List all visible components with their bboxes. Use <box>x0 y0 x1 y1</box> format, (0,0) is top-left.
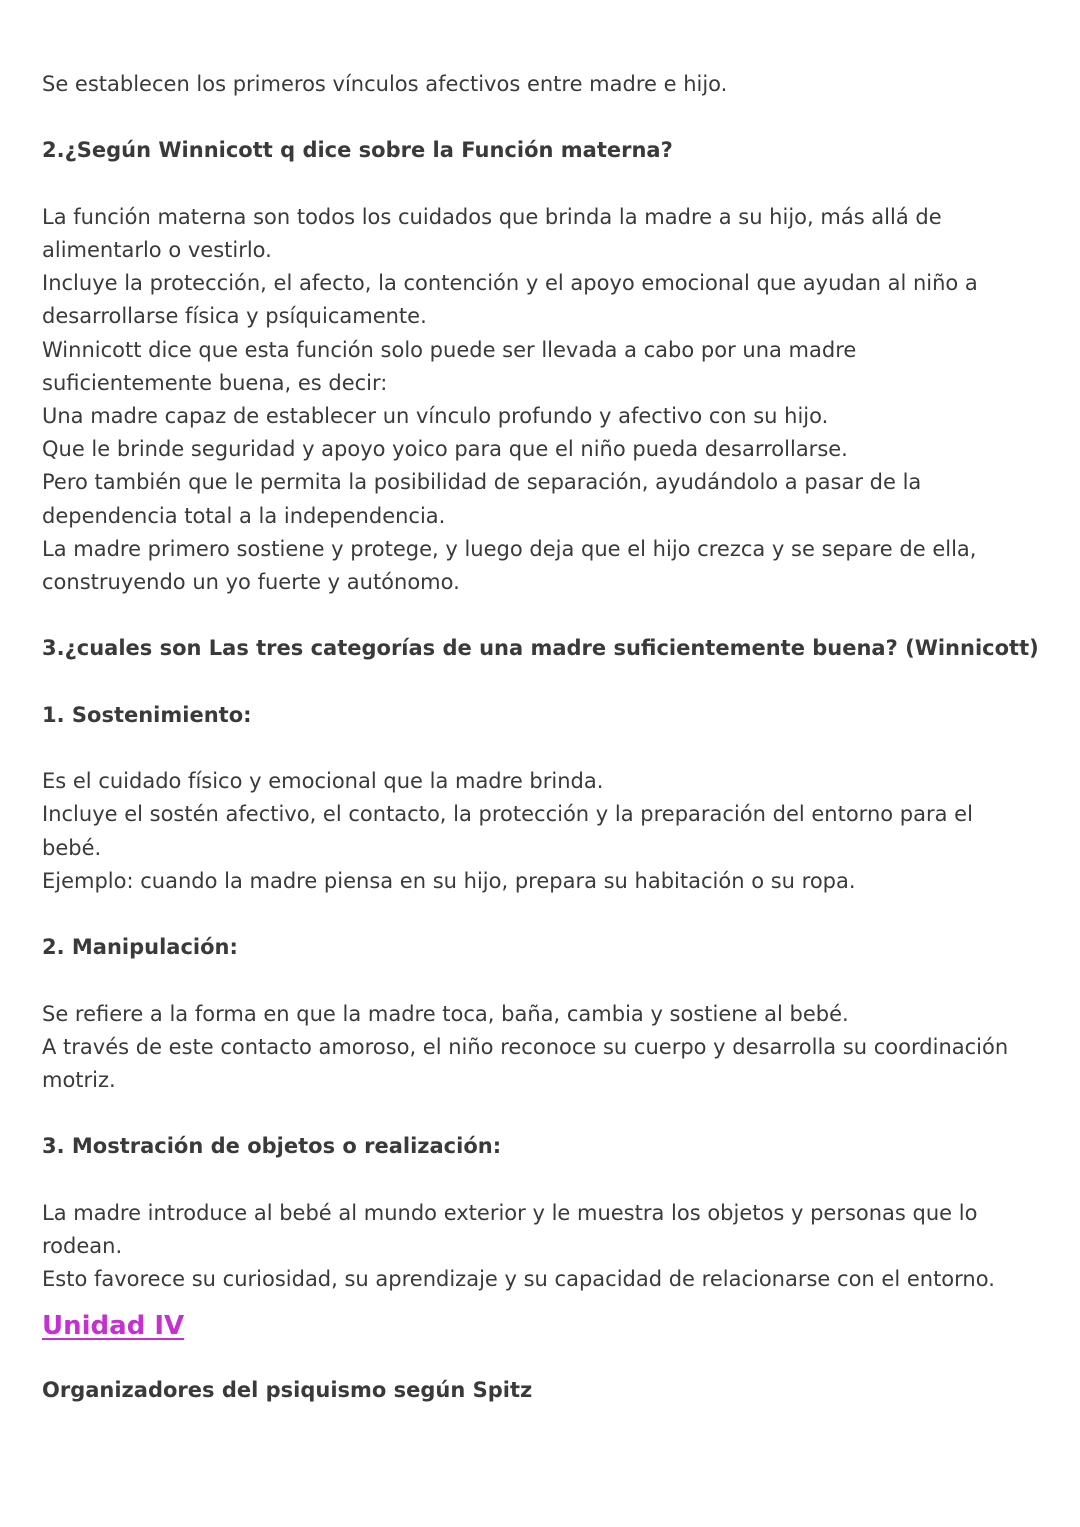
text-line: Winnicott dice que esta función solo puede ser llevada a cabo por una madre <box>42 337 857 362</box>
category-1-body <box>42 765 1042 898</box>
text-line: motriz. <box>42 1067 116 1092</box>
spacer <box>42 168 1042 201</box>
text-line: La función materna son todos los cuidados que brinda la madre a su hijo, más allá de <box>42 204 942 229</box>
text-line: Ejemplo: cuando la madre piensa en su hijo, prepara su habitación o su ropa. <box>42 868 856 893</box>
question-3-title: 3.¿cuales son Las tres categorías de una madre suficientemente buena? (Winnicott) <box>42 636 1039 661</box>
text-line: rodean. <box>42 1233 123 1258</box>
spacer <box>42 1164 1042 1197</box>
intro-line: Se establecen los primeros vínculos afectivos entre madre e hijo. <box>42 72 728 96</box>
text-line: Incluye la protección, el afecto, la contención y el apoyo emocional que ayudan al niño a <box>42 271 978 296</box>
category-3-title: 3. Mostración de objetos o realización: <box>42 1134 502 1159</box>
category-2-body <box>42 998 1042 1098</box>
spacer <box>42 1097 1042 1130</box>
category-2-title: 2. Manipulación: <box>42 935 238 960</box>
text-line: Una madre capaz de establecer un vínculo profundo y afectivo con su hijo. <box>42 404 829 428</box>
text-line: La madre introduce al bebé al mundo exterior y le muestra los objetos y personas que lo <box>42 1200 978 1225</box>
spacer <box>42 732 1042 765</box>
question-2-title: 2.¿Según Winnicott q dice sobre la Función materna? <box>42 138 673 163</box>
spacer <box>42 964 1042 997</box>
spacer <box>42 599 1042 632</box>
text-line: La madre primero sostiene y protege, y luego deja que el hijo crezca y se separe de ella, <box>42 536 977 561</box>
spacer <box>42 898 1042 931</box>
text-line: Se refiere a la forma en que la madre toca, baña, cambia y sostiene al bebé. <box>42 1001 849 1026</box>
category-1-title: 1. Sostenimiento: <box>42 702 252 727</box>
text-line: dependencia total a la independencia. <box>42 503 446 528</box>
text-line: desarrollarse física y psíquicamente. <box>42 304 427 329</box>
section-subtitle: Organizadores del psiquismo según Spitz <box>42 1378 533 1403</box>
spacer <box>42 1346 1042 1374</box>
unit-heading-link[interactable]: Unidad IV <box>42 1311 185 1342</box>
text-line: bebé. <box>42 835 102 860</box>
spacer <box>42 666 1042 699</box>
text-line: A través de este contacto amoroso, el niño reconoce su cuerpo y desarrolla su coordinación <box>42 1034 1009 1059</box>
category-3-body <box>42 1197 1042 1297</box>
text-line: Es el cuidado físico y emocional que la madre brinda. <box>42 769 604 794</box>
text-line: Que le brinde seguridad y apoyo yoico para que el niño pueda desarrollarse. <box>42 437 848 462</box>
text-line: Incluye el sostén afectivo, el contacto, la protección y la preparación del entorno para el <box>42 802 973 827</box>
question-2-answer <box>42 201 1042 599</box>
text-line: alimentarlo o vestirlo. <box>42 237 272 262</box>
spacer <box>42 101 1042 134</box>
text-line: suficientemente buena, es decir: <box>42 370 388 395</box>
text-line: Esto favorece su curiosidad, su aprendizaje y su capacidad de relacionarse con el entorno. <box>42 1267 995 1292</box>
text-line: construyendo un yo fuerte y autónomo. <box>42 570 460 595</box>
document-page <box>42 68 1042 1408</box>
text-line: Pero también que le permita la posibilidad de separación, ayudándolo a pasar de la <box>42 470 922 495</box>
